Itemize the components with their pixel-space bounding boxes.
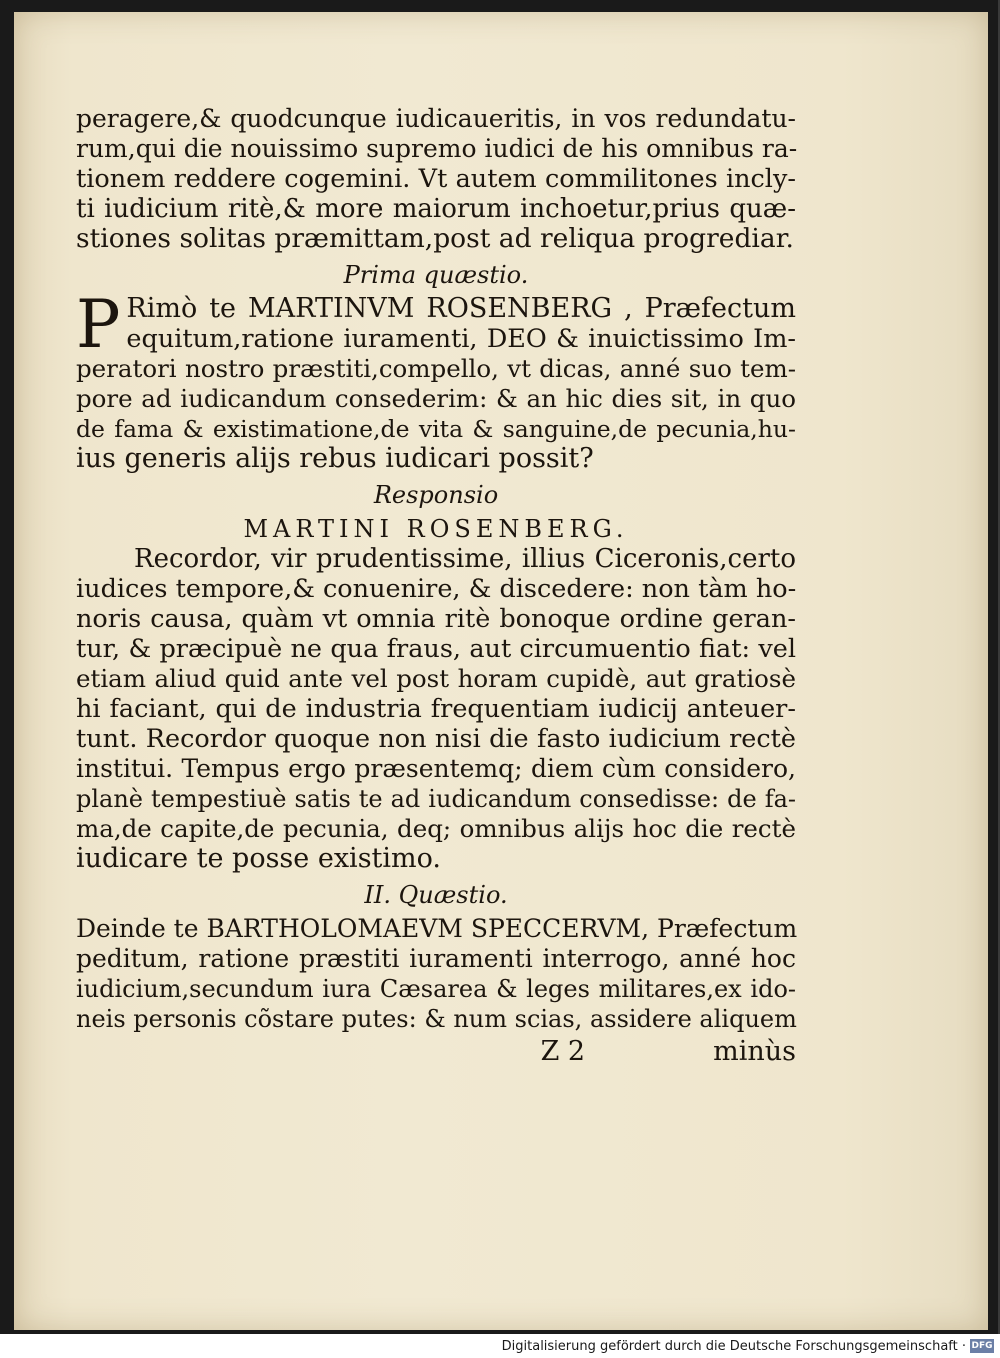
book-page bbox=[14, 12, 988, 1330]
page-footer-line bbox=[76, 1036, 796, 1068]
heading-martini-rosenberg: MARTINI ROSENBERG. bbox=[243, 515, 629, 543]
text-line: hi faciant, qui de industria frequentiam iudicij anteuer- bbox=[76, 694, 796, 724]
text-line: iudicare te posse existimo. bbox=[76, 843, 442, 874]
text-line: ma,de capite,de pecunia, deq; omnibus alijs hoc die rectè bbox=[76, 814, 796, 843]
dfg-credit-text: Digitalisierung gefördert durch die Deutsche Forschungsgemeinschaft · bbox=[501, 1338, 966, 1354]
paragraph-question-two bbox=[76, 914, 796, 1034]
text-line: etiam aliud quid ante vel post horam cupidè, aut gratiosè bbox=[76, 664, 796, 693]
paragraph-top bbox=[76, 104, 796, 254]
text-line: iudices tempore,& conuenire, & discedere: non tàm ho- bbox=[76, 574, 797, 604]
signature-mark: Z 2 bbox=[540, 1036, 586, 1067]
text-line: ius generis alijs rebus iudicari possit? bbox=[76, 443, 594, 474]
text-line: neis personis cõstare putes: & num scias, assidere aliquem bbox=[76, 1005, 797, 1033]
catchword: minùs bbox=[713, 1036, 796, 1067]
text-line: Deinde te BARTHOLOMAEVM SPECCERVM, Præfectum bbox=[76, 914, 798, 943]
heading-prima-quaestio: Prima quæstio. bbox=[343, 261, 529, 289]
text-line: tunt. Recordor quoque non nisi die fasto iudicium rectè bbox=[76, 724, 796, 754]
text-line: peratori nostro præstiti,compello, vt dicas, anné suo tem- bbox=[76, 354, 796, 383]
text-line: tionem reddere cogemini. Vt autem commilitones incly- bbox=[76, 164, 796, 194]
paragraph-answer bbox=[76, 544, 796, 874]
text-line: peragere,& quodcunque iudicaueritis, in vos redundatu- bbox=[76, 104, 796, 133]
text-line: Rimò te MARTINVM ROSENBERG , Præfectum bbox=[126, 293, 796, 324]
text-line: rum,qui die nouissimo supremo iudici de his omnibus ra- bbox=[76, 134, 798, 163]
paragraph-question-one bbox=[76, 286, 796, 474]
text-line: stiones solitas præmittam,post ad reliqua progrediar. bbox=[76, 223, 794, 254]
text-line: iudicium,secundum iura Cæsarea & leges militares,ex ido- bbox=[76, 975, 796, 1003]
text-line: de fama & existimatione,de vita & sanguine,de pecunia,hu- bbox=[76, 415, 796, 443]
dfg-credit-bar bbox=[0, 1334, 1000, 1358]
text-line: tur, & præcipuè ne qua fraus, aut circumuentio fiat: vel bbox=[76, 634, 796, 664]
heading-secunda-quaestio: II. Quæstio. bbox=[364, 881, 508, 909]
text-line: institui. Tempus ergo præsentemq; diem cùm considero, bbox=[76, 754, 796, 783]
text-line: peditum, ratione præstiti iuramenti interrogo, anné hoc bbox=[76, 944, 796, 973]
heading-responsio: Responsio bbox=[373, 481, 499, 509]
text-line: pore ad iudicandum consederim: & an hic dies sit, in quo bbox=[76, 384, 796, 413]
page-text bbox=[76, 104, 796, 1068]
drop-cap: P bbox=[76, 286, 121, 363]
dfg-logo-icon: DFG bbox=[971, 1341, 993, 1351]
text-line: ti iudicium ritè,& more maiorum inchoetur,prius quæ- bbox=[76, 194, 796, 224]
text-line: planè tempestiuè satis te ad iudicandum consedisse: de fa- bbox=[76, 785, 796, 813]
text-line: Recordor, vir prudentissime, illius Ciceronis,certo bbox=[134, 544, 796, 574]
text-line: equitum,ratione iuramenti, DEO & inuictissimo Im- bbox=[126, 324, 796, 354]
text-line: noris causa, quàm vt omnia ritè bonoque ordine geran- bbox=[76, 604, 796, 634]
